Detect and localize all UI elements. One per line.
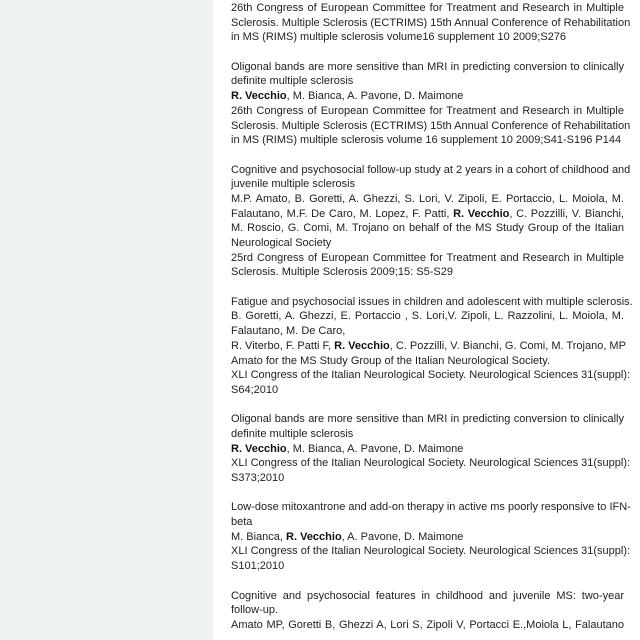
publication-line xyxy=(231,295,633,310)
publication-line xyxy=(231,236,624,251)
publication-line xyxy=(231,309,624,324)
publication-entry xyxy=(231,163,631,281)
text-segment: Falautano, M. De Caro, xyxy=(231,325,346,338)
text-segment: in MS (RIMS) multiple sclerosis volume16 supplement 10 2009;S276 xyxy=(231,31,567,44)
text-segment: Neurological Society xyxy=(231,237,332,249)
text-segment: Sclerosis. Multiple Sclerosis (ECTRIMS) 15th Annual Conference of Rehabilitation xyxy=(231,16,631,29)
publication-line xyxy=(231,383,624,398)
publication-line xyxy=(231,133,624,148)
text-segment: definite multiple sclerosis xyxy=(231,75,354,88)
text-segment: , A. Pavone, D. Maimone xyxy=(341,530,464,543)
highlighted-author: R. Vecchio xyxy=(334,339,390,352)
text-segment: Falautano, M.F. De Caro, M. Lopez, F. Patti, xyxy=(231,207,454,220)
text-segment: 26th Congress of European Committee for Treatment and Research in Multiple xyxy=(231,104,624,117)
entry-spacer xyxy=(231,148,624,163)
highlighted-author: R. Vecchio xyxy=(286,530,342,543)
publication-line xyxy=(231,442,624,457)
highlighted-author: R. Vecchio xyxy=(231,90,287,103)
text-segment: R. Viterbo, F. Patti F, xyxy=(231,339,335,352)
text-segment: Sclerosis. Multiple Sclerosis 2009;15: S5-S29 xyxy=(231,266,453,279)
text-segment: , M. Bianca, A. Pavone, D. Maimone xyxy=(286,90,464,103)
publication-line xyxy=(231,104,624,119)
publication-line xyxy=(231,471,624,486)
publication-line xyxy=(231,618,624,633)
publication-line xyxy=(231,207,624,222)
text-segment: S101;2010 xyxy=(231,560,285,573)
publication-line xyxy=(231,119,631,134)
text-segment: Oligonal bands are more sensitive than MRI in predicting conversion to clinically xyxy=(231,413,624,426)
text-segment: M. Bianca, xyxy=(231,530,287,543)
entry-spacer xyxy=(231,280,624,295)
text-segment: Oligonal bands are more sensitive than MRI in predicting conversion to clinically xyxy=(231,60,624,73)
publication-line xyxy=(231,221,624,236)
publication-line xyxy=(231,74,624,89)
publication-entry xyxy=(231,295,633,398)
text-segment: XLI Congress of the Italian Neurological Society. Neurological Sciences 31(suppl): xyxy=(231,369,631,382)
publication-line xyxy=(231,530,624,545)
text-segment: B. Goretti, A. Ghezzi, E. Portaccio , S. Lori,V. Zipoli, L. Razzolini, L. Moiola, M. xyxy=(231,310,624,323)
text-segment: Cognitive and psychosocial follow-up study at 2 years in a cohort of childhood and xyxy=(231,163,631,176)
publication-line xyxy=(231,324,624,339)
publication-line xyxy=(231,544,631,559)
text-segment: 25rd Congress of European Committee for Treatment and Research in Multiple xyxy=(231,251,624,264)
publication-entry xyxy=(231,1,631,45)
text-segment: Amato MP, Goretti B, Ghezzi A, Lori S, Zipoli V, Portacci E.,Moiola L, Falautano xyxy=(231,618,624,631)
text-segment: S373;2010 xyxy=(231,472,285,484)
text-segment: Amato for the MS Study Group of the Italian Neurological Society. xyxy=(231,354,550,367)
publication-line xyxy=(231,251,624,266)
publication-line xyxy=(231,16,631,31)
publication-entry xyxy=(231,60,631,148)
text-segment: XLI Congress of the Italian Neurological Society. Neurological Sciences 31(suppl): xyxy=(231,545,631,558)
text-segment: Fatigue and psychosocial issues in children and adolescent with multiple sclerosis. xyxy=(231,295,633,308)
text-segment: 26th Congress of European Committee for Treatment and Research in Multiple xyxy=(231,2,624,14)
text-segment: XLI Congress of the Italian Neurological Society. Neurological Sciences 31(suppl): xyxy=(231,457,631,470)
publication-line xyxy=(231,354,624,369)
publications-list xyxy=(231,1,633,633)
publication-entry xyxy=(231,589,624,633)
publication-line xyxy=(231,500,631,515)
publication-line xyxy=(231,1,624,16)
text-segment: juvenile multiple sclerosis xyxy=(231,178,356,191)
highlighted-author: R. Vecchio xyxy=(453,207,510,220)
entry-spacer xyxy=(231,398,624,413)
text-segment: Cognitive and psychosocial features in childhood and juvenile MS: two-year xyxy=(231,589,624,602)
publication-line xyxy=(231,559,624,574)
left-sidebar xyxy=(0,0,213,640)
text-segment: , C. Pozzilli, V. Bianchi, xyxy=(509,207,624,220)
text-segment: in MS (RIMS) multiple sclerosis volume 16 supplement 10 2009;S41-S196 P144 xyxy=(231,134,622,147)
publication-line xyxy=(231,456,631,471)
text-segment: , C. Pozzilli, V. Bianchi, G. Comi, M. Trojano, MP xyxy=(389,339,626,352)
publication-line xyxy=(231,177,624,192)
entry-spacer xyxy=(231,45,624,60)
publication-line xyxy=(231,265,624,280)
text-segment: , M. Bianca, A. Pavone, D. Maimone xyxy=(286,442,464,455)
publication-line xyxy=(231,30,624,45)
publication-line xyxy=(231,427,624,442)
text-segment: S64;2010 xyxy=(231,383,279,396)
text-segment: Low-dose mitoxantrone and add-on therapy in active ms poorly responsive to IFN- xyxy=(231,501,631,514)
text-segment: M. Roscio, G. Comi, M. Trojano on behalf of the MS Study Group of the Italian xyxy=(231,222,624,235)
entry-spacer xyxy=(231,486,624,501)
publication-line xyxy=(231,89,624,104)
publication-entry xyxy=(231,500,631,573)
publication-line xyxy=(231,60,624,75)
publication-line xyxy=(231,163,631,178)
publication-line xyxy=(231,603,624,618)
publication-line xyxy=(231,412,624,427)
text-segment: M.P. Amato, B. Goretti, A. Ghezzi, S. Lori, V. Zipoli, E. Portaccio, L. Moiola, M. xyxy=(231,192,624,205)
publication-line xyxy=(231,515,624,530)
text-segment: definite multiple sclerosis xyxy=(231,427,354,440)
text-segment: Sclerosis. Multiple Sclerosis (ECTRIMS) 15th Annual Conference of Rehabilitation xyxy=(231,119,631,132)
entry-spacer xyxy=(231,574,624,589)
publication-line xyxy=(231,589,624,604)
text-segment: beta xyxy=(231,516,253,529)
highlighted-author: R. Vecchio xyxy=(231,442,287,455)
text-segment: follow-up. xyxy=(231,604,279,617)
publication-line xyxy=(231,192,624,207)
publication-line xyxy=(231,339,624,354)
publication-line xyxy=(231,368,631,383)
publication-entry xyxy=(231,412,631,485)
